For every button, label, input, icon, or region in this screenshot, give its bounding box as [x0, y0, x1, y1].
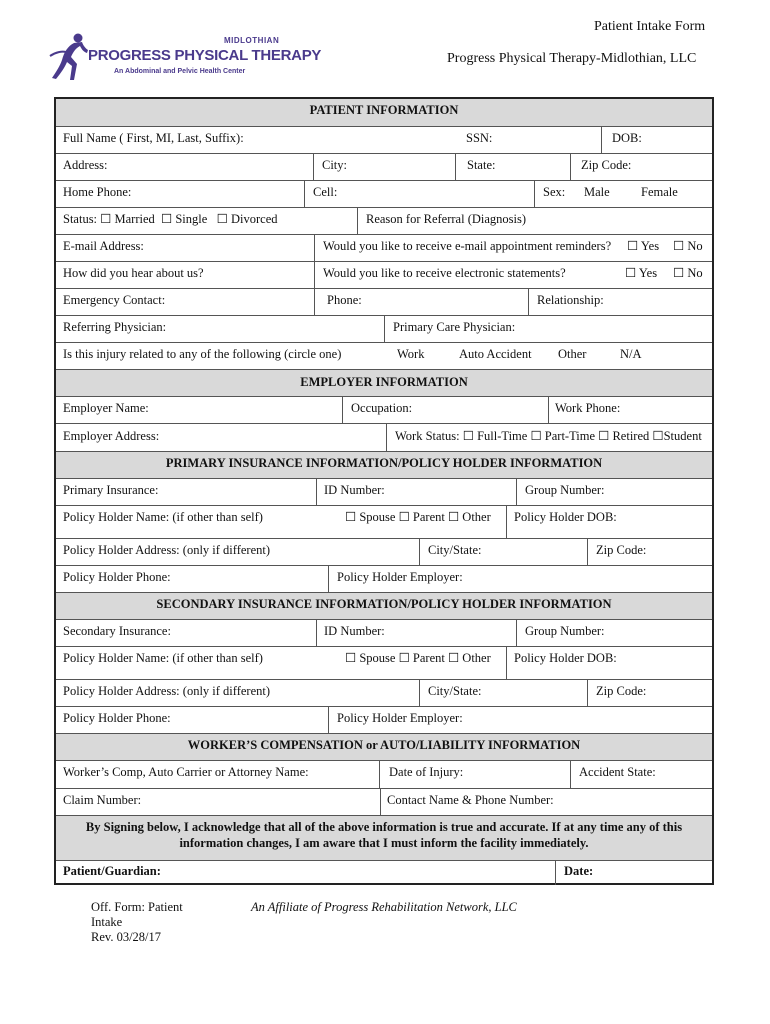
signature-date-field[interactable]: Date: [564, 864, 594, 878]
row-primary-holder-address [56, 538, 712, 565]
state-cell [455, 154, 570, 180]
full-name-field[interactable]: Full Name ( First, MI, Last, Suffix): [63, 131, 244, 145]
primary-holder-address-field[interactable]: Policy Holder Address: (only if different) [63, 543, 271, 557]
city-cell [313, 154, 455, 180]
section-title: EMPLOYER INFORMATION [300, 375, 468, 389]
secondary-insurance-field[interactable]: Secondary Insurance: [63, 624, 171, 638]
row-signature [56, 860, 712, 885]
secondary-zip-cell [587, 680, 712, 706]
form-revision: Rev. 03/28/17 [91, 930, 162, 944]
estatements-question: Would you like to receive electronic statements? [323, 266, 566, 280]
claim-number-field[interactable]: Claim Number: [63, 793, 142, 807]
secondary-id-field[interactable]: ID Number: [324, 624, 385, 638]
secondary-holder-address-field[interactable]: Policy Holder Address: (only if different) [63, 684, 271, 698]
form-reference-line-2: Intake [91, 915, 123, 929]
email-reminder-cell [314, 235, 712, 261]
estatements-no[interactable]: ☐ No [673, 266, 703, 280]
work-phone-field[interactable]: Work Phone: [555, 401, 621, 415]
occupation-cell [342, 397, 548, 423]
employer-address-field[interactable]: Employer Address: [63, 429, 160, 443]
emergency-phone-field[interactable]: Phone: [327, 293, 362, 307]
work-phone-cell [548, 397, 712, 423]
acknowledgement-line-2: information changes, I am aware that I must inform the facility immediately. [179, 836, 589, 850]
address-field[interactable]: Address: [63, 158, 108, 172]
occupation-field[interactable]: Occupation: [351, 401, 413, 415]
row-address [56, 153, 712, 180]
company-name: Progress Physical Therapy-Midlothian, LLC [447, 51, 697, 66]
injury-option-na[interactable]: N/A [620, 347, 642, 361]
injury-option-work[interactable]: Work [397, 347, 425, 361]
primary-group-field[interactable]: Group Number: [525, 483, 605, 497]
row-referral-source [56, 261, 712, 288]
section-title: SECONDARY INSURANCE INFORMATION/POLICY HOLDER INFORMATION [156, 597, 612, 611]
email-reminders-yes[interactable]: ☐ Yes [627, 239, 660, 253]
zip-cell [570, 154, 712, 180]
sex-label: Sex: [543, 185, 566, 199]
primary-holder-employer-field[interactable]: Policy Holder Employer: [337, 570, 463, 584]
relationship-field[interactable]: Relationship: [537, 293, 604, 307]
primary-city-state-cell [419, 539, 587, 565]
referring-physician-field[interactable]: Referring Physician: [63, 320, 167, 334]
secondary-city-state-field[interactable]: City/State: [428, 684, 482, 698]
acknowledgement-block [56, 815, 712, 860]
email-reminders-no[interactable]: ☐ No [673, 239, 703, 253]
contact-name-phone-field[interactable]: Contact Name & Phone Number: [387, 793, 554, 807]
section-header-employer [56, 369, 712, 396]
section-header-patient [56, 99, 712, 126]
employer-name-field[interactable]: Employer Name: [63, 401, 149, 415]
row-status [56, 207, 712, 234]
row-secondary-holder-address [56, 679, 712, 706]
secondary-group-field[interactable]: Group Number: [525, 624, 605, 638]
secondary-holder-dob-cell [506, 647, 712, 679]
secondary-holder-dob-field[interactable]: Policy Holder DOB: [514, 651, 617, 665]
section-header-workers-comp [56, 733, 712, 760]
row-full-name [56, 126, 712, 153]
signature-date-cell [555, 861, 712, 885]
row-workers-comp-carrier [56, 760, 712, 788]
secondary-city-state-cell [419, 680, 587, 706]
home-phone-field[interactable]: Home Phone: [63, 185, 132, 199]
affiliate-note: An Affiliate of Progress Rehabilitation Network, LLC [251, 900, 517, 914]
estatements-cell [314, 262, 712, 288]
sex-female-option[interactable]: Female [641, 185, 678, 199]
form-reference-line-1: Off. Form: Patient [91, 900, 183, 914]
row-claim [56, 788, 712, 815]
cell-phone-field[interactable]: Cell: [313, 185, 338, 199]
primary-holder-dob-cell [506, 506, 712, 538]
row-secondary-holder [56, 646, 712, 679]
logo-tagline: An Abdominal and Pelvic Health Center [114, 68, 246, 75]
primary-holder-name-field[interactable]: Policy Holder Name: (if other than self) [63, 510, 263, 524]
date-of-injury-field[interactable]: Date of Injury: [389, 765, 464, 779]
email-field[interactable]: E-mail Address: [63, 239, 144, 253]
secondary-group-cell [516, 620, 712, 646]
section-title: PRIMARY INSURANCE INFORMATION/POLICY HOLDER INFORMATION [165, 456, 603, 470]
form-reference [91, 900, 183, 945]
primary-zip-cell [587, 539, 712, 565]
patient-guardian-signature-field[interactable]: Patient/Guardian: [63, 864, 161, 878]
carrier-attorney-field[interactable]: Worker’s Comp, Auto Carrier or Attorney Name: [63, 765, 309, 779]
row-injury [56, 342, 712, 369]
injury-option-auto[interactable]: Auto Accident [459, 347, 532, 361]
row-emergency [56, 288, 712, 315]
section-header-primary-insurance [56, 451, 712, 478]
secondary-holder-relation-checkboxes[interactable]: ☐ Spouse ☐ Parent ☐ Other [345, 651, 491, 665]
row-physician [56, 315, 712, 342]
city-field[interactable]: City: [322, 158, 348, 172]
zip-field[interactable]: Zip Code: [581, 158, 632, 172]
ssn-field[interactable]: SSN: [466, 131, 493, 145]
logo-location: MIDLOTHIAN [224, 36, 280, 45]
row-primary-insurance [56, 478, 712, 505]
primary-holder-employer-cell [328, 566, 712, 592]
email-reminders-question: Would you like to receive e-mail appointment reminders? [323, 239, 612, 253]
section-header-secondary-insurance [56, 592, 712, 619]
primary-holder-dob-field[interactable]: Policy Holder DOB: [514, 510, 617, 524]
row-phone [56, 180, 712, 207]
work-status-cell [386, 424, 712, 451]
acknowledgement-line-1: By Signing below, I acknowledge that all of the above information is true and accurate. If at any time any of this [85, 820, 683, 834]
runner-figure-icon [48, 32, 88, 84]
dob-field[interactable]: DOB: [612, 131, 642, 145]
company-logo [48, 30, 322, 90]
form-title: Patient Intake Form [594, 19, 706, 34]
accident-state-cell [570, 761, 712, 788]
sex-cell [534, 181, 712, 207]
referral-reason-field[interactable]: Reason for Referral (Diagnosis) [366, 212, 527, 226]
sex-male-option[interactable]: Male [584, 185, 610, 199]
secondary-holder-phone-field[interactable]: Policy Holder Phone: [63, 711, 171, 725]
marital-status-checkboxes[interactable]: Status: ☐ Married ☐ Single ☐ Divorced [63, 212, 278, 226]
secondary-holder-name-field[interactable]: Policy Holder Name: (if other than self) [63, 651, 263, 665]
injury-date-cell [379, 761, 570, 788]
emergency-contact-field[interactable]: Emergency Contact: [63, 293, 166, 307]
secondary-holder-employer-cell [328, 707, 712, 733]
primary-zip-field[interactable]: Zip Code: [596, 543, 647, 557]
cell-cell [304, 181, 534, 207]
state-field[interactable]: State: [467, 158, 496, 172]
secondary-holder-employer-field[interactable]: Policy Holder Employer: [337, 711, 463, 725]
dob-cell [601, 127, 712, 153]
accident-state-field[interactable]: Accident State: [579, 765, 656, 779]
section-title: PATIENT INFORMATION [309, 103, 459, 117]
emergency-phone-cell [314, 289, 528, 315]
primary-id-cell [316, 479, 516, 505]
primary-holder-phone-field[interactable]: Policy Holder Phone: [63, 570, 171, 584]
row-email [56, 234, 712, 261]
logo-name: PROGRESS PHYSICAL THERAPY [88, 47, 322, 64]
row-secondary-holder-phone [56, 706, 712, 733]
row-primary-holder-phone [56, 565, 712, 592]
primary-care-cell [384, 316, 712, 342]
intake-form [54, 97, 714, 885]
row-primary-holder [56, 505, 712, 538]
estatements-yes[interactable]: ☐ Yes [625, 266, 658, 280]
primary-group-cell [516, 479, 712, 505]
primary-holder-relation-checkboxes[interactable]: ☐ Spouse ☐ Parent ☐ Other [345, 510, 491, 524]
primary-insurance-field[interactable]: Primary Insurance: [63, 483, 159, 497]
work-status-checkboxes[interactable]: Work Status: ☐ Full-Time ☐ Part-Time ☐ Retired ☐Student [395, 429, 702, 443]
referral-source-field[interactable]: How did you hear about us? [63, 266, 204, 280]
primary-city-state-field[interactable]: City/State: [428, 543, 482, 557]
section-title: WORKER’S COMPENSATION or AUTO/LIABILITY INFORMATION [187, 738, 581, 752]
injury-option-other[interactable]: Other [558, 347, 587, 361]
reason-cell [357, 208, 712, 234]
secondary-zip-field[interactable]: Zip Code: [596, 684, 647, 698]
row-secondary-insurance [56, 619, 712, 646]
contact-cell [380, 789, 712, 815]
primary-care-physician-field[interactable]: Primary Care Physician: [393, 320, 516, 334]
injury-question: Is this injury related to any of the following (circle one) [63, 347, 342, 361]
relationship-cell [528, 289, 712, 315]
row-employer-name [56, 396, 712, 423]
secondary-id-cell [316, 620, 516, 646]
row-employer-address [56, 423, 712, 451]
primary-id-field[interactable]: ID Number: [324, 483, 385, 497]
